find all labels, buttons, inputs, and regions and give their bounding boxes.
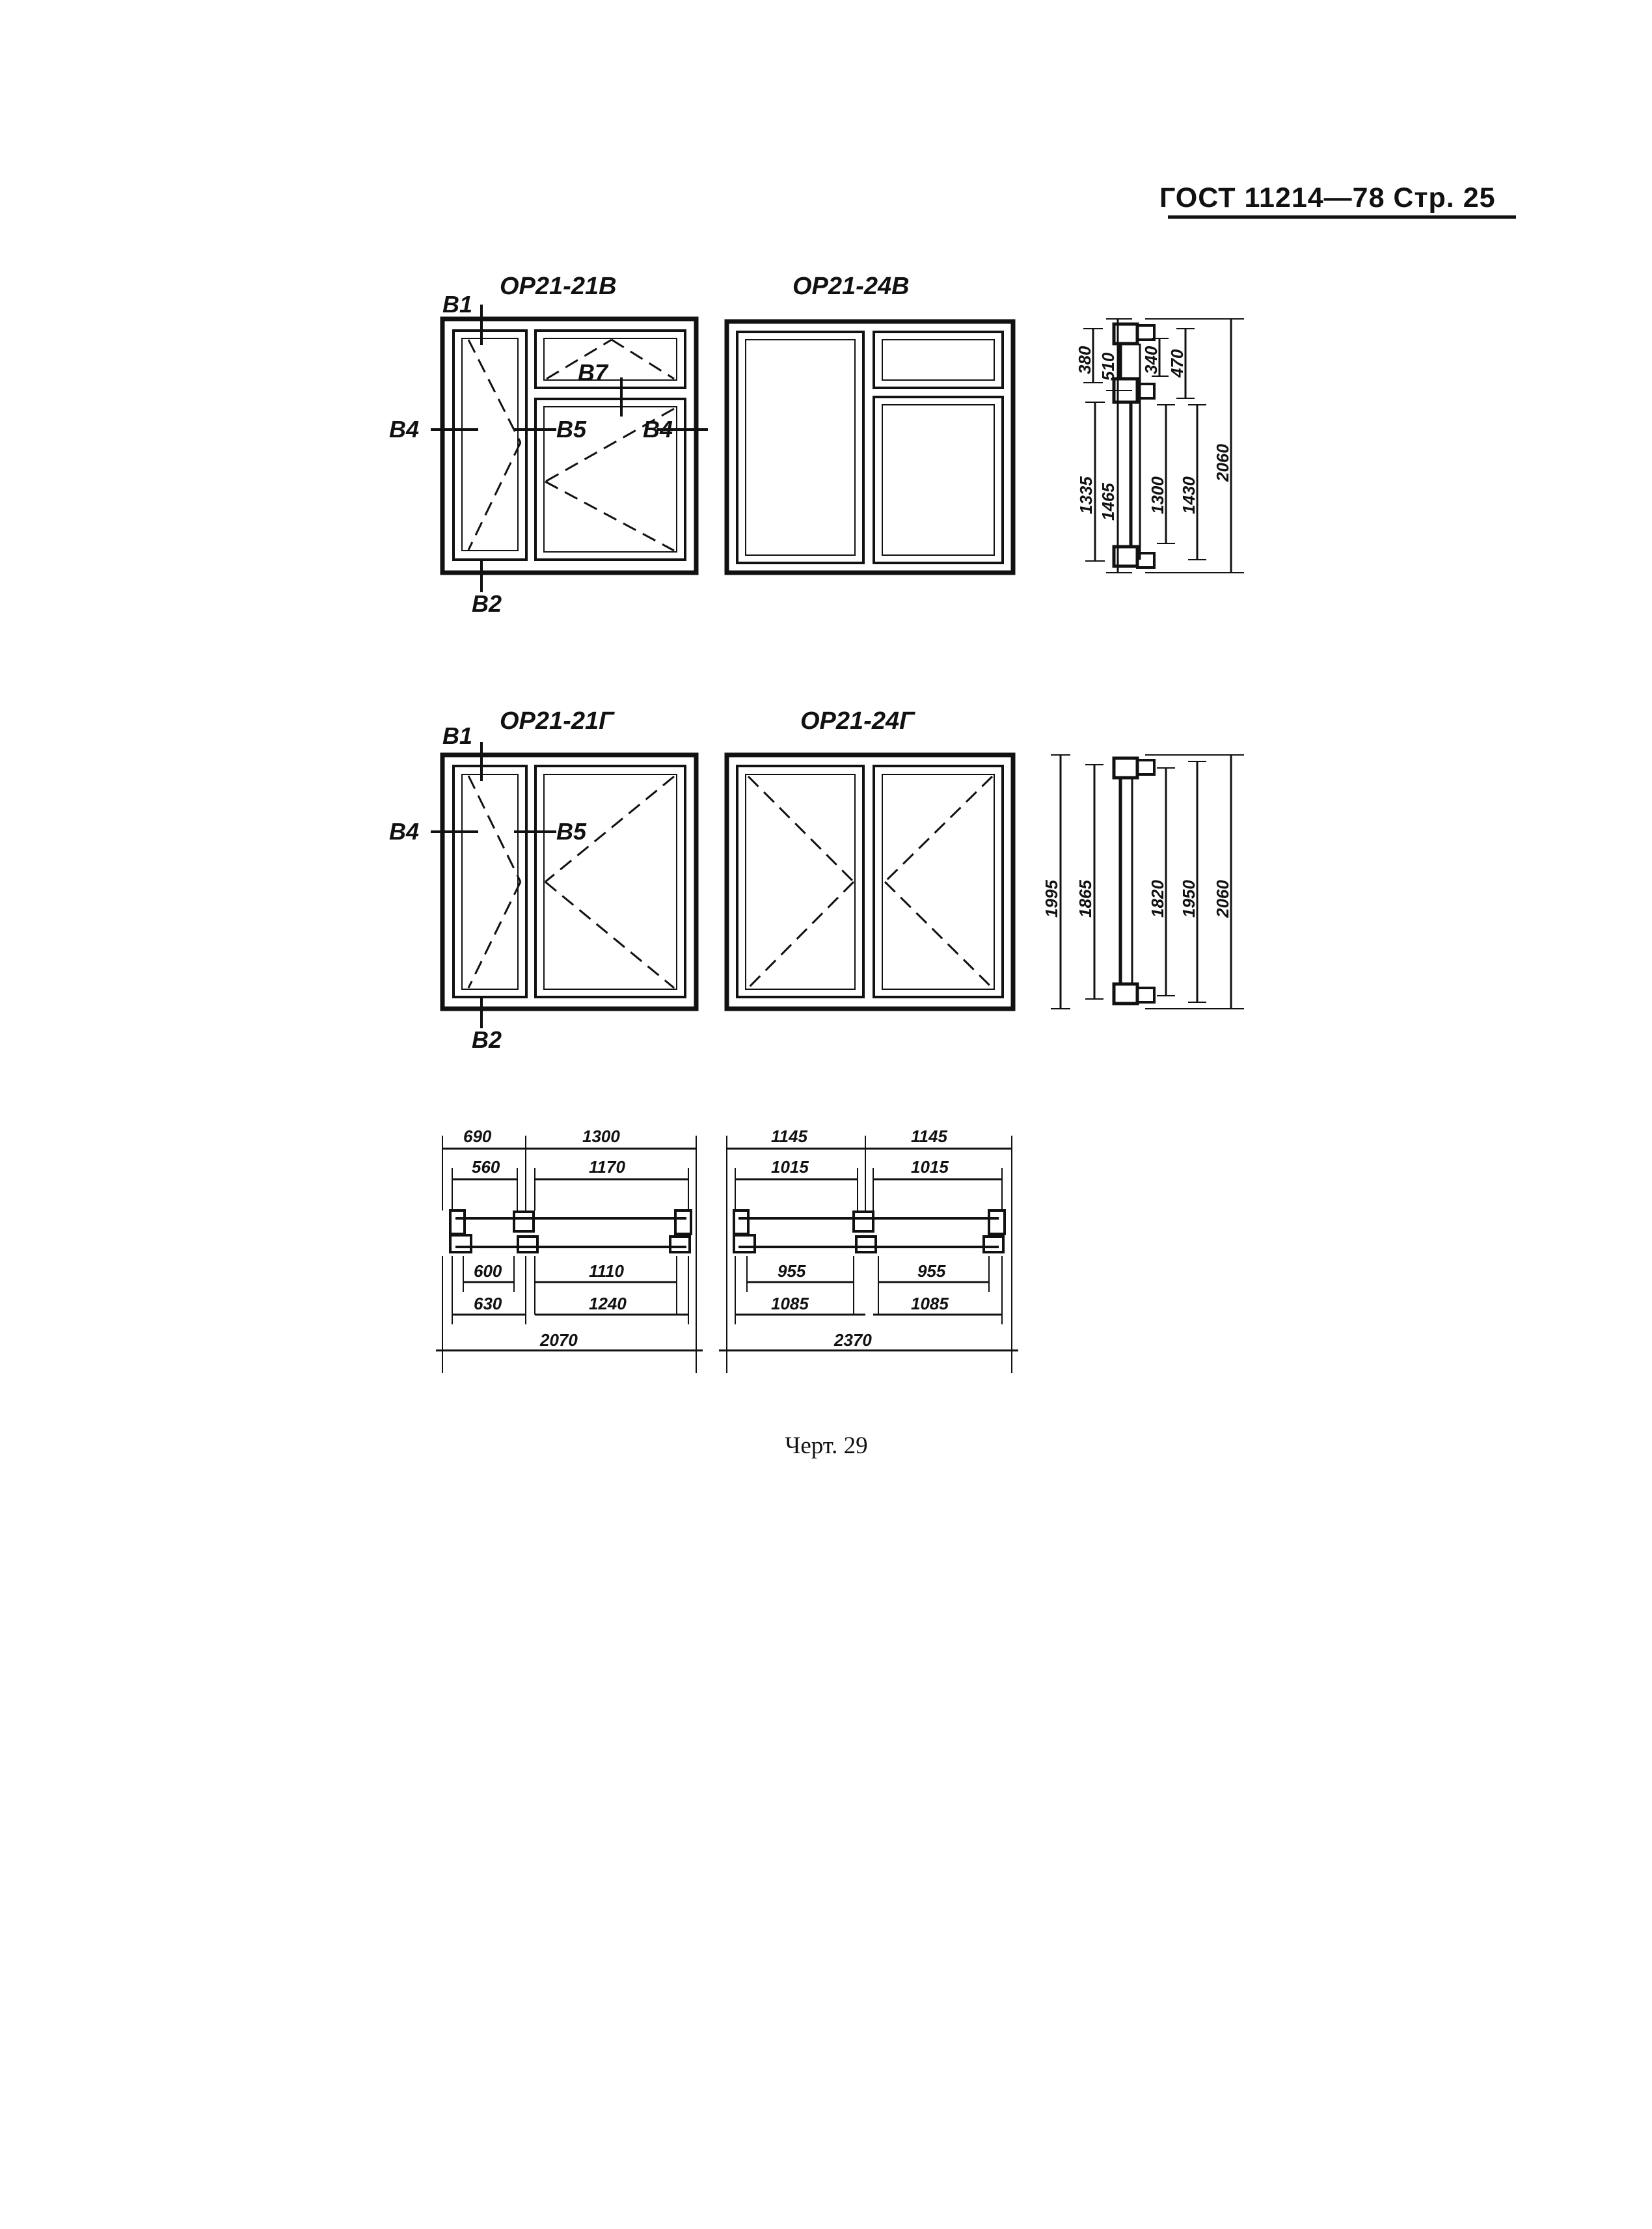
- dim-1015-right: 1015: [911, 1157, 949, 1177]
- window-op21-24v: [727, 321, 1013, 573]
- dim-380: 380: [1075, 346, 1094, 374]
- dim-690: 690: [463, 1127, 492, 1146]
- dim-560: 560: [472, 1157, 500, 1177]
- dim-1145-left: 1145: [771, 1127, 807, 1146]
- window-op21-21v: [431, 305, 708, 592]
- mark-b4-top-left: В4: [389, 416, 420, 443]
- label-op21-21g: ОР21-21Г: [500, 707, 614, 735]
- dim-1300-v: 1300: [1148, 476, 1167, 514]
- dim-1995: 1995: [1042, 880, 1061, 918]
- dim-470: 470: [1167, 349, 1187, 377]
- mark-b1-top: В1: [442, 291, 473, 318]
- mark-b5-top: В5: [556, 416, 587, 443]
- dim-1240: 1240: [589, 1294, 627, 1313]
- window-op21-24g: [727, 755, 1013, 1009]
- dim-1465: 1465: [1098, 483, 1118, 521]
- label-op21-21v: ОР21-21В: [500, 273, 617, 300]
- mark-b7-top: В7: [578, 359, 608, 386]
- mark-b1-mid: В1: [442, 722, 473, 749]
- dim-510: 510: [1098, 352, 1118, 381]
- dim-2060-mid: 2060: [1213, 880, 1232, 918]
- dim-1110: 1110: [589, 1261, 624, 1281]
- mark-b5-mid: В5: [556, 818, 587, 845]
- dim-1335: 1335: [1076, 476, 1096, 514]
- dim-1300-h: 1300: [582, 1127, 620, 1146]
- dim-1430: 1430: [1179, 476, 1198, 514]
- mark-b4-top-right: В4: [643, 416, 673, 443]
- dim-1170: 1170: [589, 1157, 625, 1177]
- dim-1865: 1865: [1076, 880, 1095, 918]
- dim-955-right: 955: [917, 1261, 946, 1281]
- dim-340: 340: [1141, 346, 1161, 374]
- window-op21-21g: [431, 742, 696, 1028]
- mark-b4-mid: В4: [389, 818, 420, 845]
- dim-600: 600: [474, 1261, 502, 1281]
- dim-1085-right: 1085: [911, 1294, 949, 1313]
- dim-2060-top: 2060: [1213, 444, 1232, 482]
- dim-1820: 1820: [1148, 880, 1167, 918]
- dim-1015-left: 1015: [771, 1157, 809, 1177]
- dim-1145-right: 1145: [911, 1127, 947, 1146]
- dim-1085-left: 1085: [771, 1294, 809, 1313]
- dim-2370: 2370: [834, 1330, 872, 1350]
- figure-caption: Черт. 29: [785, 1432, 868, 1459]
- mark-b2-top: В2: [472, 590, 502, 617]
- dim-630: 630: [474, 1294, 502, 1313]
- label-op21-24g: ОР21-24Г: [800, 707, 915, 735]
- dim-2070: 2070: [540, 1330, 578, 1350]
- label-op21-24v: ОР21-24В: [792, 273, 910, 300]
- mark-b2-mid: В2: [472, 1026, 502, 1053]
- header-title: ГОСТ 11214—78 Стр. 25: [1159, 182, 1496, 213]
- dim-955-left: 955: [778, 1261, 806, 1281]
- dim-1950: 1950: [1179, 880, 1198, 918]
